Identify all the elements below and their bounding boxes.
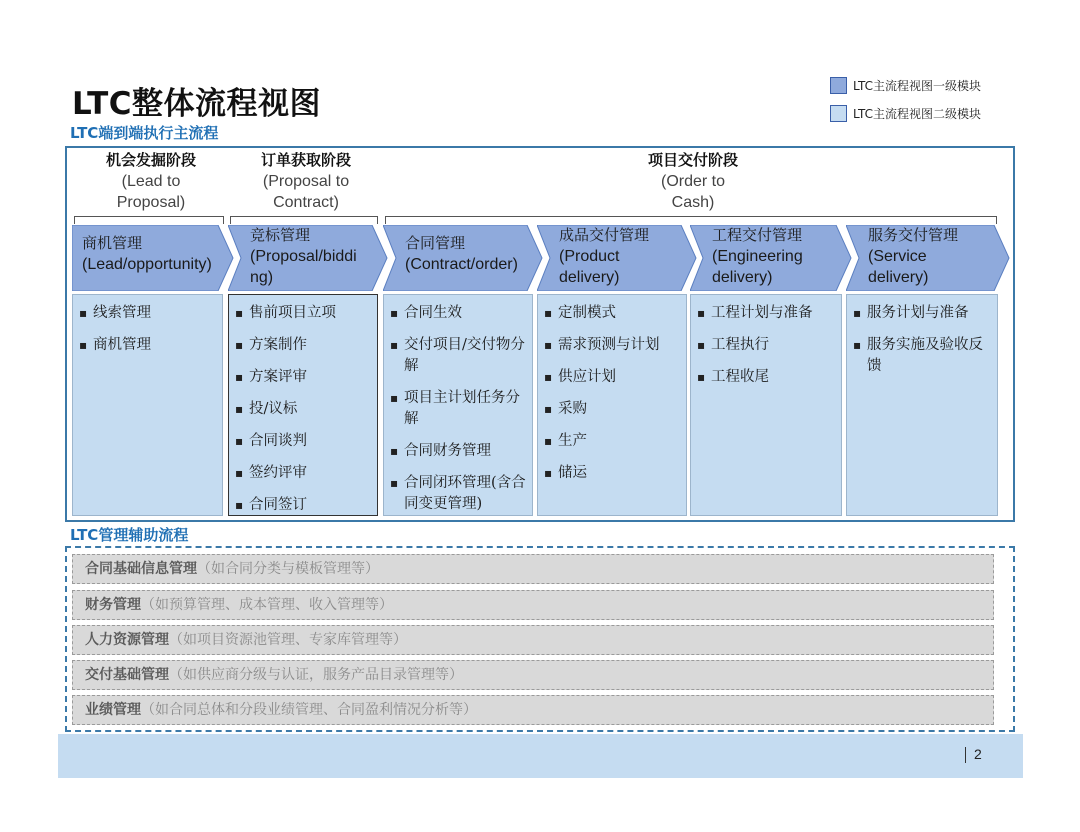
- footer-band: [58, 734, 1023, 778]
- list-item: ▪ 服务计划与准备: [853, 303, 991, 324]
- list-item: ▪ 商机管理: [79, 335, 216, 356]
- module-arrow-engineering: [690, 225, 852, 291]
- aux-row: [72, 625, 994, 655]
- submodule-list-service: [846, 294, 998, 516]
- list-item: ▪ 方案制作: [235, 335, 371, 356]
- aux-row: [72, 660, 994, 690]
- aux-row: [72, 695, 994, 725]
- module-subtitle: (Product delivery): [559, 248, 620, 286]
- list-item: ▪ 投/议标: [235, 399, 371, 420]
- phase-subtitle: Cash): [671, 194, 715, 211]
- legend-primary-label: LTC主流程视图一级模块: [853, 79, 982, 93]
- module-subtitle: (Contract/order): [405, 256, 518, 273]
- phase-title: 项目交付阶段: [647, 151, 738, 169]
- legend-secondary: [830, 105, 981, 122]
- list-item: ▪ 定制模式: [544, 303, 680, 324]
- aux-row: [72, 590, 994, 620]
- list-item: ▪ 工程收尾: [697, 367, 835, 388]
- aux-name: 交付基础管理: [85, 667, 169, 683]
- module-title: 服务交付管理: [868, 226, 959, 244]
- legend-secondary-swatch: [830, 105, 847, 122]
- phase-bracket: [385, 216, 997, 224]
- module-title: 成品交付管理: [559, 226, 650, 244]
- phase-subtitle: Proposal): [116, 194, 186, 211]
- list-item: ▪ 工程计划与准备: [697, 303, 835, 324]
- phase-subtitle: (Order to: [660, 173, 725, 190]
- phase-subtitle: Contract): [273, 194, 339, 211]
- phase-proposal-to-contract: [228, 150, 384, 213]
- module-arrow-service: [846, 225, 1010, 291]
- module-title: 工程交付管理: [712, 226, 803, 244]
- aux-name: 合同基础信息管理: [85, 561, 197, 577]
- phase-lead-to-proposal: [72, 150, 230, 213]
- module-subtitle: (Service delivery): [868, 248, 929, 286]
- list-item: ▪ 需求预测与计划: [544, 335, 680, 356]
- list-item: ▪ 合同谈判: [235, 431, 371, 452]
- section-main-title: LTC端到端执行主流程: [70, 124, 219, 142]
- submodule-list-engineering: [690, 294, 842, 516]
- list-item: ▪ 合同生效: [390, 303, 526, 324]
- list-item: ▪ 合同闭环管理(含合同变更管理): [390, 473, 526, 515]
- module-subtitle: (Engineering delivery): [712, 248, 803, 286]
- list-item: ▪ 售前项目立项: [235, 303, 371, 324]
- legend-primary-swatch: [830, 77, 847, 94]
- list-item: ▪ 服务实施及验收反馈: [853, 335, 991, 377]
- module-arrow-bidding: [228, 225, 388, 291]
- section-aux-title: LTC管理辅助流程: [70, 526, 189, 544]
- legend-primary: [830, 77, 981, 94]
- list-item: ▪ 交付项目/交付物分解: [390, 335, 526, 377]
- submodule-list-contract: [383, 294, 533, 516]
- phase-bracket: [74, 216, 224, 224]
- legend-secondary-label: LTC主流程视图二级模块: [853, 107, 982, 121]
- aux-name: 业绩管理: [85, 702, 141, 718]
- page-number-separator: [965, 747, 966, 763]
- list-item: ▪ 线索管理: [79, 303, 216, 324]
- list-item: ▪ 方案评审: [235, 367, 371, 388]
- phase-bracket: [230, 216, 378, 224]
- list-item: ▪ 工程执行: [697, 335, 835, 356]
- module-arrow-product: [537, 225, 697, 291]
- list-item: ▪ 采购: [544, 399, 680, 420]
- list-item: ▪ 生产: [544, 431, 680, 452]
- submodule-list-lead: [72, 294, 223, 516]
- submodule-list-product: [537, 294, 687, 516]
- list-item: ▪ 供应计划: [544, 367, 680, 388]
- aux-desc: （如项目资源池管理、专家库管理等）: [169, 632, 407, 648]
- phase-title: 订单获取阶段: [260, 151, 351, 169]
- module-subtitle: (Proposal/biddi ng): [250, 248, 357, 286]
- aux-desc: （如合同分类与模板管理等）: [197, 561, 379, 577]
- list-item: ▪ 项目主计划任务分解: [390, 388, 526, 430]
- page-number-value: 2: [974, 746, 982, 762]
- phase-title: 机会发掘阶段: [105, 151, 196, 169]
- module-arrow-contract: [383, 225, 543, 291]
- list-item: ▪ 储运: [544, 463, 680, 484]
- list-item: ▪ 合同签订: [235, 495, 371, 516]
- aux-desc: （如合同总体和分段业绩管理、合同盈利情况分析等）: [141, 702, 477, 718]
- phase-order-to-cash: [382, 150, 1004, 213]
- module-subtitle: (Lead/opportunity): [82, 256, 212, 273]
- phase-subtitle: (Lead to: [121, 173, 181, 190]
- page-number: [965, 746, 982, 763]
- aux-desc: （如预算管理、成本管理、收入管理等）: [141, 597, 393, 613]
- module-title: 商机管理: [82, 234, 143, 252]
- submodule-list-bidding: [228, 294, 378, 516]
- list-item: ▪ 合同财务管理: [390, 441, 526, 462]
- aux-row: [72, 554, 994, 584]
- phase-subtitle: (Proposal to: [262, 173, 350, 190]
- aux-name: 财务管理: [85, 597, 141, 613]
- module-title: 竞标管理: [250, 226, 311, 244]
- aux-desc: （如供应商分级与认证，服务产品目录管理等）: [169, 667, 463, 683]
- page-title: LTC整体流程视图: [72, 86, 322, 122]
- module-arrow-lead: [72, 225, 234, 291]
- list-item: ▪ 签约评审: [235, 463, 371, 484]
- module-title: 合同管理: [405, 234, 466, 252]
- aux-name: 人力资源管理: [85, 632, 169, 648]
